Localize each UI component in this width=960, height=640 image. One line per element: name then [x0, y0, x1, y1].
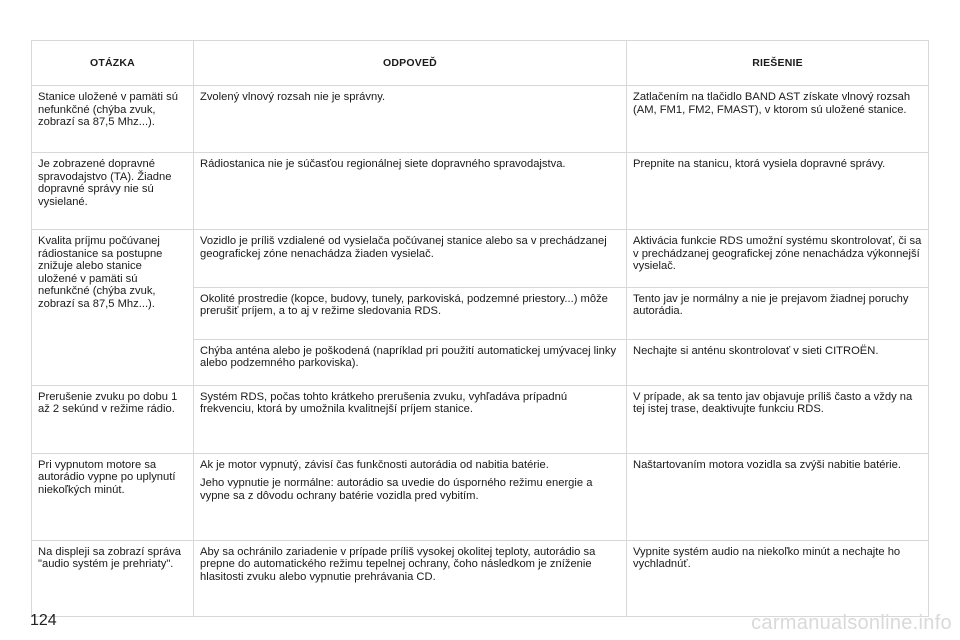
answer-cell — [194, 86, 627, 153]
table-row — [32, 540, 929, 616]
question-cell — [32, 153, 194, 230]
answer-extra-text: Jeho vypnutie je normálne: autorádio sa uvedie do úsporného režimu energie a vypne sa z dôvodu ochrany batérie vozidla pred vybitím. — [200, 477, 593, 502]
solution-text: V prípade, ak sa tento jav objavuje príliš často a vždy na tej istej trase, deaktivujte funkciu RDS. — [633, 390, 913, 415]
solution-text: Zatlačením na tlačidlo BAND AST získate vlnový rozsah (AM, FM1, FM2, FMAST), v ktorom sú uložené stanice. — [633, 91, 911, 116]
solution-text: Vypnite systém audio na niekoľko minút a nechajte ho vychladnúť. — [633, 545, 901, 570]
troubleshooting-table-wrapper — [31, 40, 928, 617]
solution-cell — [627, 230, 929, 288]
question-text: Stanice uložené v pamäti sú nefunkčné (chýba zvuk, zobrazí sa 87,5 Mhz...). — [38, 91, 178, 128]
question-text: Na displeji sa zobrazí správa "audio systém je prehriaty". — [38, 545, 182, 570]
question-text: Kvalita príjmu počúvanej rádiostanice sa postupne znižuje alebo stanice uložené v pamäti sú nefunkčné (chýba zvuk, zobrazí sa 87,5 Mhz...). — [38, 235, 163, 310]
question-cell — [32, 230, 194, 386]
solution-text: Nechajte si anténu skontrolovať v sieti CITROËN. — [633, 344, 879, 357]
answer-cell — [194, 153, 627, 230]
solution-cell — [627, 453, 929, 540]
answer-text: Ak je motor vypnutý, závisí čas funkčnosti autorádia od nabitia batérie. — [200, 458, 549, 471]
table-row — [32, 86, 929, 153]
question-text: Je zobrazené dopravné spravodajstvo (TA). Žiadne dopravné správy nie sú vysielané. — [38, 158, 172, 208]
answer-text: Okolité prostredie (kopce, budovy, tunely, parkoviská, podzemné priestory...) môže prerušiť príjem, a to aj v režime sledovania RDS. — [200, 292, 608, 317]
troubleshooting-table — [31, 40, 929, 617]
table-row — [32, 153, 929, 230]
table-row — [32, 385, 929, 453]
solution-cell — [627, 86, 929, 153]
question-text: Prerušenie zvuku po dobu 1 až 2 sekúnd v režime rádio. — [38, 390, 178, 415]
solution-cell — [627, 385, 929, 453]
answer-cell — [194, 339, 627, 385]
question-cell — [32, 453, 194, 540]
answer-text: Aby sa ochránilo zariadenie v prípade príliš vysokej okolitej teploty, autorádio sa prepne do automatického režimu tepelnej ochrany, čoho následkom je zníženie hlasitosti zvuku alebo vypnutie prehrávania CD. — [200, 545, 596, 583]
answer-cell — [194, 287, 627, 339]
answer-cell — [194, 230, 627, 288]
solution-text: Tento jav je normálny a nie je prejavom žiadnej poruchy autorádia. — [633, 292, 909, 317]
answer-text: Zvolený vlnový rozsah nie je správny. — [200, 91, 386, 103]
page-number: 124 — [30, 612, 57, 629]
watermark: carmanualsonline.info — [751, 612, 952, 634]
solution-text: Prepnite na stanicu, ktorá vysiela dopravné správy. — [633, 158, 886, 170]
solution-cell — [627, 287, 929, 339]
solution-text: Naštartovaním motora vozidla sa zvýši nabitie batérie. — [633, 458, 901, 471]
solution-cell — [627, 153, 929, 230]
table-row — [32, 453, 929, 540]
table-header-row — [32, 41, 929, 86]
answer-text: Systém RDS, počas tohto krátkeho prerušenia zvuku, vyhľadáva prípadnú frekvenciu, ktorá by umožnila kvalitnejší príjem stanice. — [200, 390, 568, 415]
header-solution: RIEŠENIE — [627, 41, 929, 86]
solution-text: Aktivácia funkcie RDS umožní systému skontrolovať, či sa v prechádzanej geografickej zóne nenachádza výkonnejší vysielač. — [633, 235, 922, 272]
answer-cell — [194, 385, 627, 453]
header-question: OTÁZKA — [32, 41, 194, 86]
solution-cell — [627, 339, 929, 385]
answer-cell — [194, 453, 627, 540]
question-cell — [32, 540, 194, 616]
header-answer: ODPOVEĎ — [194, 41, 627, 86]
question-cell — [32, 385, 194, 453]
solution-cell — [627, 540, 929, 616]
answer-text: Vozidlo je príliš vzdialené od vysielača počúvanej stanice alebo sa v prechádzanej geografickej zóne nenachádza žiaden vysielač. — [200, 235, 607, 260]
answer-cell — [194, 540, 627, 616]
question-cell — [32, 86, 194, 153]
answer-text: Chýba anténa alebo je poškodená (napríklad pri použití automatickej umývacej linky alebo podzemného parkoviska). — [200, 344, 617, 369]
question-text: Pri vypnutom motore sa autorádio vypne po uplynutí niekoľkých minút. — [38, 458, 176, 496]
answer-text: Rádiostanica nie je súčasťou regionálnej siete dopravného spravodajstva. — [200, 158, 566, 170]
table-row — [32, 230, 929, 288]
